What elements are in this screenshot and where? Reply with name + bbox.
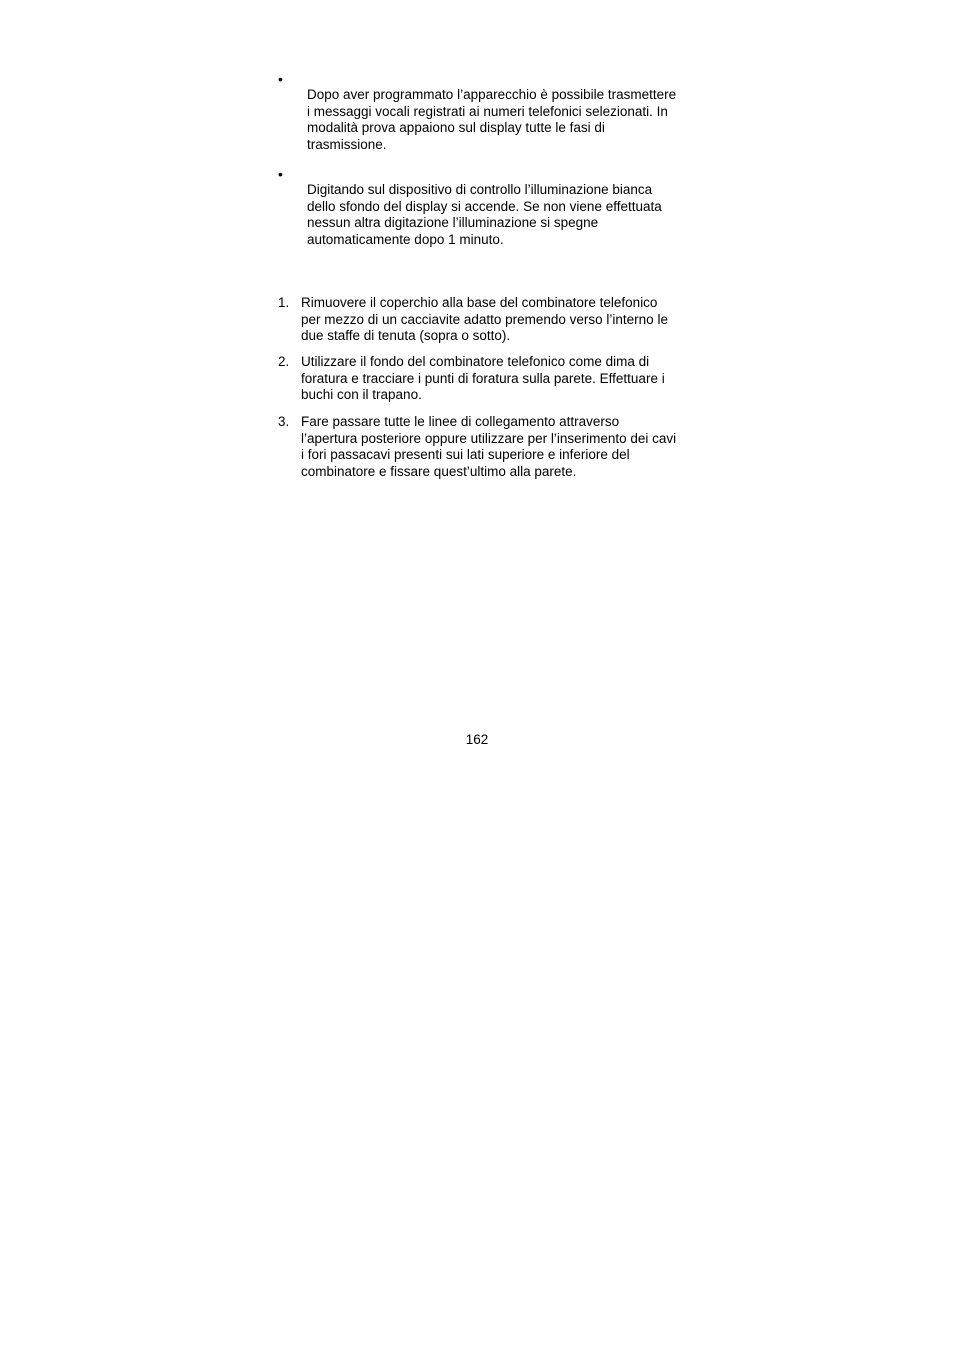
bullet-text: Dopo aver programmato l’apparecchio è possibile trasmettere i messaggi vocali registrati ai numeri telefonici selezionati. In modalità prova appaiono sul display tutte le fasi di trasmissione. [307,87,677,152]
step-text: Fare passare tutte le linee di collegamento attraverso l’apertura posteriore oppure utilizzare per l’inserimento dei cavi i fori passacavi presenti sui lati superiore e inferiore del combinatore e fissare quest’ultimo alla parete. [301,414,677,479]
step-number: 1. [278,295,290,310]
bullet-text: Digitando sul dispositivo di controllo l’illuminazione bianca dello sfondo del display si accende. Se non viene effettuata nessun altra digitazione l’illuminazione si spegne automaticamente dopo 1 minuto. [307,182,662,247]
step-text: Utilizzare il fondo del combinatore telefonico come dima di foratura e tracciare i punti di foratura sulla parete. Effettuare i buchi con il trapano. [301,354,665,403]
bullet-marker: • [278,71,283,87]
step-text: Rimuovere il coperchio alla base del combinatore telefonico per mezzo di un cacciavite adatto premendo verso l’interno le due staffe di tenuta (sopra o sotto). [301,295,668,344]
step-number: 3. [278,414,290,429]
page-number: 162 [465,732,489,747]
step-number: 2. [278,354,290,369]
bullet-marker: • [278,166,283,182]
